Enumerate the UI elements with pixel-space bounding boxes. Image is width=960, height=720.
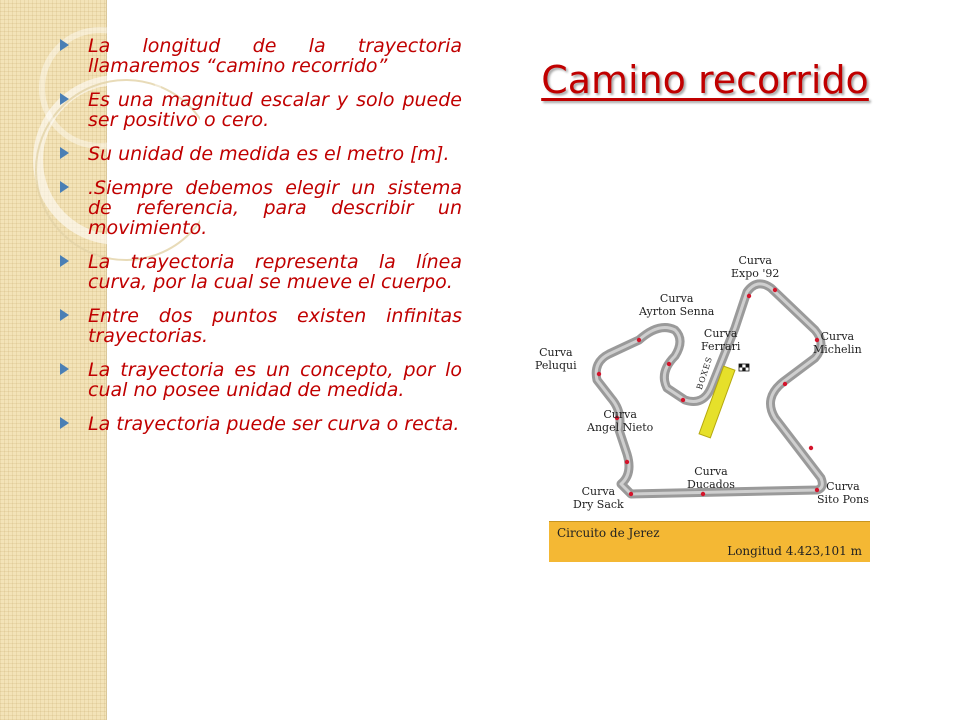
bullet-list <box>60 36 462 448</box>
bullet-item <box>60 178 462 238</box>
bullet-arrow-icon <box>60 255 69 267</box>
label-curva-sito-pons: Curva Sito Pons <box>817 480 869 506</box>
label-curva-angel-nieto: Curva Angel Nieto <box>587 408 654 434</box>
bullet-text: La trayectoria representa la línea curva, por la cual se mueve el cuerpo. <box>88 251 462 293</box>
bullet-text: Es una magnitud escalar y solo puede ser positivo o cero. <box>88 89 462 131</box>
bullet-item <box>60 414 462 434</box>
circuit-figure <box>535 248 871 564</box>
bullet-item <box>60 144 462 164</box>
bullet-text: La longitud de la trayectoria llamaremos “camino recorrido” <box>88 35 462 77</box>
label-curva-dry-sack: Curva Dry Sack <box>573 485 624 511</box>
bullet-text: Su unidad de medida es el metro [m]. <box>88 143 450 165</box>
bullet-item <box>60 306 462 346</box>
bullet-arrow-icon <box>60 181 69 193</box>
bullet-arrow-icon <box>60 93 69 105</box>
slide-title: Camino recorrido <box>541 58 869 102</box>
label-curva-expo92: Curva Expo '92 <box>731 254 780 280</box>
bullet-arrow-icon <box>60 147 69 159</box>
boxes-label: BOXES <box>695 355 715 391</box>
bullet-item <box>60 90 462 130</box>
circuit-legend <box>549 521 870 562</box>
bullet-arrow-icon <box>60 417 69 429</box>
bullet-text: La trayectoria es un concepto, por lo cual no posee unidad de medida. <box>88 359 462 401</box>
label-curva-ducados: Curva Ducados <box>687 465 735 491</box>
checkered-flag-icon <box>739 364 749 371</box>
label-curva-ayrton-senna: Curva Ayrton Senna <box>639 292 715 318</box>
label-curva-peluqui: Curva Peluqui <box>535 346 577 372</box>
bullet-item <box>60 360 462 400</box>
bullet-text: La trayectoria puede ser curva o recta. <box>88 413 460 435</box>
bullet-text: .Siempre debemos elegir un sistema de referencia, para describir un movimiento. <box>88 177 462 239</box>
bullet-arrow-icon <box>60 363 69 375</box>
label-curva-ferrari: Curva Ferrari <box>701 327 741 353</box>
bullet-item <box>60 252 462 292</box>
circuit-name: Circuito de Jerez <box>557 526 660 540</box>
bullet-item <box>60 36 462 76</box>
bullet-arrow-icon <box>60 309 69 321</box>
bullet-text: Entre dos puntos existen infinitas trayectorias. <box>88 305 462 347</box>
bullet-arrow-icon <box>60 39 69 51</box>
label-curva-michelin: Curva Michelin <box>813 330 862 356</box>
circuit-length: Longitud 4.423,101 m <box>727 544 862 558</box>
